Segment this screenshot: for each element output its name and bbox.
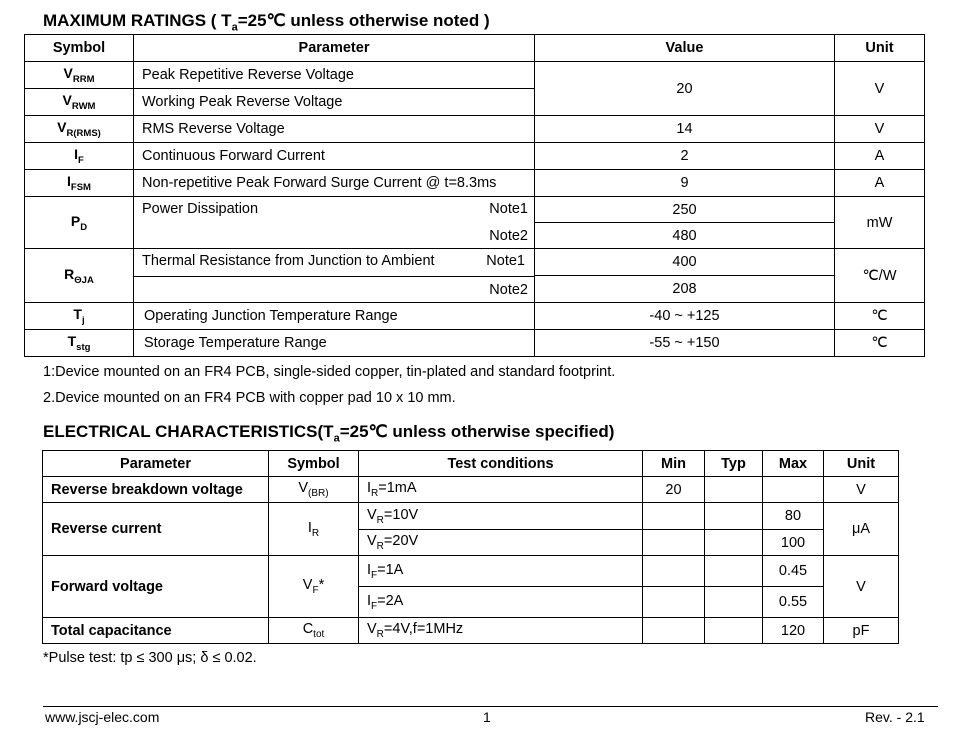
max-reverse-2: 100 [763, 530, 824, 556]
symbol-vrrm: $V_{RRM}$ [25, 62, 134, 89]
unit-vrms: V [835, 116, 925, 143]
max-breakdown [763, 477, 824, 503]
param-if: Continuous Forward Current [134, 143, 535, 170]
pd-note1: Note1 [489, 201, 528, 217]
value-vrms: 14 [535, 116, 835, 143]
cond-forward-1: $I_F=1A$ [359, 556, 643, 587]
table-row [25, 116, 925, 143]
param-tstg: Storage Temperature Range [134, 330, 535, 357]
min-capacitance [643, 618, 705, 644]
min-breakdown: 20 [643, 477, 705, 503]
typ-breakdown [705, 477, 763, 503]
symbol-if: $I_F$ [25, 143, 134, 170]
value-tj: -40 ~ +125 [535, 303, 835, 330]
value-rtheta-note2: 208 [535, 276, 835, 303]
header-parameter: Parameter [134, 35, 535, 62]
symbol-vrwm: $V_{RWM}$ [25, 89, 134, 116]
value-if: 2 [535, 143, 835, 170]
unit-tstg: ℃ [835, 330, 925, 357]
header-value: Value [535, 35, 835, 62]
param-pd [134, 197, 535, 249]
footer-revision: Rev. - 2.1 [865, 709, 925, 725]
cond-reverse-2: $V_R=20V$ [359, 530, 643, 556]
symbol-breakdown: $V_{(BR)}$ [269, 477, 359, 503]
param-reverse-current: Reverse current [43, 503, 269, 556]
unit-tj: ℃ [835, 303, 925, 330]
min-reverse-2 [643, 530, 705, 556]
table-row [43, 556, 899, 587]
header-unit: Unit [824, 451, 899, 477]
rtheta-note2: Note2 [489, 282, 528, 298]
footer-divider [43, 706, 938, 707]
table-header-row [43, 451, 899, 477]
min-forward-1 [643, 556, 705, 587]
header-unit: Unit [835, 35, 925, 62]
param-tj: Operating Junction Temperature Range [134, 303, 535, 330]
unit-breakdown: V [824, 477, 899, 503]
max-capacitance: 120 [763, 618, 824, 644]
footnote-1: 1:Device mounted on an FR4 PCB, single-sided copper, tin-plated and standard footprint. [43, 364, 616, 380]
unit-vrrm-vrwm: V [835, 62, 925, 116]
symbol-vrms: $V_{R(RMS)}$ [25, 116, 134, 143]
cond-reverse-1: $V_R=10V$ [359, 503, 643, 530]
param-vrrm: Peak Repetitive Reverse Voltage [134, 62, 535, 89]
table-row [25, 197, 925, 223]
typ-reverse-2 [705, 530, 763, 556]
value-tstg: -55 ~ +150 [535, 330, 835, 357]
symbol-rtheta: $R_{\Theta JA}$ [25, 249, 134, 303]
table-row [25, 143, 925, 170]
electrical-title: ELECTRICAL $CHARACTERISTICS(T_a=25℃$ unless otherwise specified) [43, 422, 615, 445]
rtheta-divider [134, 276, 534, 277]
footnote-2: 2.Device mounted on an FR4 PCB with copper pad 10 x 10 mm. [43, 390, 456, 406]
symbol-forward-voltage: $V_F*$ [269, 556, 359, 618]
param-rtheta-label: Thermal Resistance from Junction to Ambient [142, 253, 435, 269]
unit-ifsm: A [835, 170, 925, 197]
max-forward-2: 0.55 [763, 587, 824, 618]
table-row [43, 618, 899, 644]
unit-capacitance: pF [824, 618, 899, 644]
param-rtheta [134, 249, 535, 303]
table-row [43, 503, 899, 530]
cond-capacitance: $V_R=4V,f=1MHz$ [359, 618, 643, 644]
max-reverse-1: 80 [763, 503, 824, 530]
param-ifsm: Non-repetitive Peak Forward Surge Current @ t=8.3ms [134, 170, 535, 197]
pd-note2: Note2 [489, 228, 528, 244]
symbol-tstg: $T_{stg}$ [25, 330, 134, 357]
param-forward-voltage: Forward voltage [43, 556, 269, 618]
electrical-table [42, 450, 899, 644]
typ-forward-2 [705, 587, 763, 618]
param-pd-label: Power Dissipation [142, 201, 259, 217]
symbol-pd: $P_D$ [25, 197, 134, 249]
min-reverse-1 [643, 503, 705, 530]
value-pd-note1: 250 [535, 197, 835, 223]
header-test-conditions: Test conditions [359, 451, 643, 477]
typ-capacitance [705, 618, 763, 644]
value-ifsm: 9 [535, 170, 835, 197]
header-min: Min [643, 451, 705, 477]
param-vrwm: Working Peak Reverse Voltage [134, 89, 535, 116]
max-forward-1: 0.45 [763, 556, 824, 587]
table-row [25, 303, 925, 330]
header-typ: Typ [705, 451, 763, 477]
symbol-ifsm: $I_{FSM}$ [25, 170, 134, 197]
table-row [25, 62, 925, 89]
table-row [43, 477, 899, 503]
param-capacitance: Total capacitance [43, 618, 269, 644]
typ-forward-1 [705, 556, 763, 587]
table-row [25, 249, 925, 276]
param-breakdown: Reverse breakdown voltage [43, 477, 269, 503]
unit-rtheta: ℃/W [835, 249, 925, 303]
typ-reverse-1 [705, 503, 763, 530]
table-header-row [25, 35, 925, 62]
symbol-capacitance: $C_{tot}$ [269, 618, 359, 644]
header-symbol: Symbol [269, 451, 359, 477]
footer-page-number: 1 [483, 709, 491, 725]
value-vrrm-vrwm: 20 [535, 62, 835, 116]
param-vrms: RMS Reverse Voltage [134, 116, 535, 143]
table-row [25, 170, 925, 197]
symbol-tj: $T_j$ [25, 303, 134, 330]
footer-website[interactable]: www.jscj-elec.com [45, 709, 160, 725]
header-max: Max [763, 451, 824, 477]
pulse-test-note: *Pulse test: tp ≤ 300 μs; δ ≤ 0.02. [43, 650, 257, 666]
max-ratings-title: MAXIMUM RATINGS ( $T_a=25℃$ unless otherwise noted ) [43, 11, 490, 34]
unit-forward-voltage: V [824, 556, 899, 618]
header-symbol: Symbol [25, 35, 134, 62]
symbol-reverse-current: $I_R$ [269, 503, 359, 556]
rtheta-note1: Note1 [486, 253, 525, 269]
unit-reverse-current: μA [824, 503, 899, 556]
min-forward-2 [643, 587, 705, 618]
header-parameter: Parameter [43, 451, 269, 477]
table-row [25, 330, 925, 357]
cond-forward-2: $I_F=2A$ [359, 587, 643, 618]
max-ratings-table [24, 34, 925, 357]
unit-pd: mW [835, 197, 925, 249]
unit-if: A [835, 143, 925, 170]
value-rtheta-note1: 400 [535, 249, 835, 276]
cond-breakdown: $I_R=1mA$ [359, 477, 643, 503]
value-pd-note2: 480 [535, 223, 835, 249]
